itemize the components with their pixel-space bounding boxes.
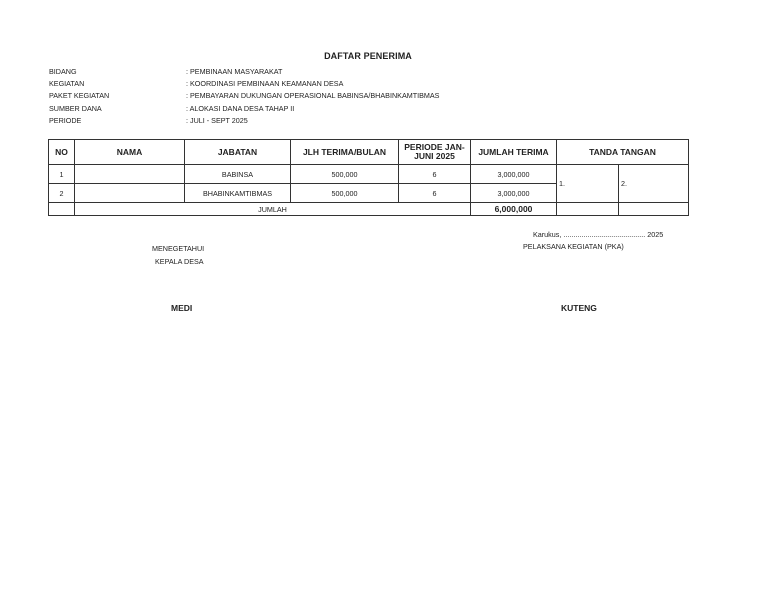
table-header-row <box>49 140 689 165</box>
cell-periode: 6 <box>399 165 471 184</box>
total-empty-cell <box>49 203 75 216</box>
info-value: : PEMBINAAN MASYARAKAT <box>186 67 283 76</box>
cell-jlh-terima: 500,000 <box>291 184 399 203</box>
total-empty-cell <box>619 203 689 216</box>
cell-jabatan: BHABINKAMTIBMAS <box>185 184 291 203</box>
signature-slot-1: 1. <box>557 165 619 203</box>
right-signature-title: PELAKSANA KEGIATAN (PKA) <box>523 242 624 251</box>
info-row-paket <box>49 90 439 102</box>
left-signature-block <box>152 242 204 268</box>
left-signatory-name: MEDI <box>171 303 193 313</box>
info-label: BIDANG <box>49 67 77 76</box>
header-tanda-tangan: TANDA TANGAN <box>557 140 689 165</box>
total-value: 6,000,000 <box>471 203 557 216</box>
info-row-kegiatan <box>49 78 439 90</box>
info-label: PAKET KEGIATAN <box>49 91 110 101</box>
info-value: : ALOKASI DANA DESA TAHAP II <box>186 103 295 113</box>
info-block <box>49 66 439 127</box>
header-nama: NAMA <box>75 140 185 165</box>
cell-nama <box>75 165 185 184</box>
header-jumlah-terima: JUMLAH TERIMA <box>471 140 557 165</box>
info-row-periode <box>49 115 439 127</box>
header-jlh-terima: JLH TERIMA/BULAN <box>291 140 399 165</box>
cell-no: 2 <box>49 184 75 203</box>
left-sign-line-1: MENEGETAHUI <box>152 244 205 253</box>
info-row-sumber-dana <box>49 103 439 115</box>
table-row <box>49 165 689 184</box>
cell-jabatan: BABINSA <box>185 165 291 184</box>
info-value: : PEMBAYARAN DUKUNGAN OPERASIONAL BABINSA/BHABINKAMTIBMAS <box>186 91 440 101</box>
info-label: PERIODE <box>49 115 82 125</box>
info-label: KEGIATAN <box>49 79 85 89</box>
date-line: Karukus, ......................................... 2025 <box>533 230 664 239</box>
info-row-bidang <box>49 66 439 78</box>
total-empty-cell <box>557 203 619 216</box>
signature-slot-2: 2. <box>619 165 689 203</box>
cell-nama <box>75 184 185 203</box>
header-jabatan: JABATAN <box>185 140 291 165</box>
cell-jumlah: 3,000,000 <box>471 184 557 203</box>
table-total-row <box>49 203 689 216</box>
left-sign-line-2: KEPALA DESA <box>155 257 204 266</box>
info-value: : KOORDINASI PEMBINAAN KEAMANAN DESA <box>186 79 344 89</box>
cell-jlh-terima: 500,000 <box>291 165 399 184</box>
cell-periode: 6 <box>399 184 471 203</box>
document-title: DAFTAR PENERIMA <box>324 51 412 61</box>
info-value: : JULI - SEPT 2025 <box>186 115 248 125</box>
info-label: SUMBER DANA <box>49 103 102 113</box>
cell-no: 1 <box>49 165 75 184</box>
cell-jumlah: 3,000,000 <box>471 165 557 184</box>
right-signatory-name: KUTENG <box>561 303 597 313</box>
recipients-table <box>48 139 689 216</box>
total-label: JUMLAH <box>75 203 471 216</box>
header-no: NO <box>49 140 75 165</box>
header-periode: PERIODE JAN-JUNI 2025 <box>399 140 471 165</box>
